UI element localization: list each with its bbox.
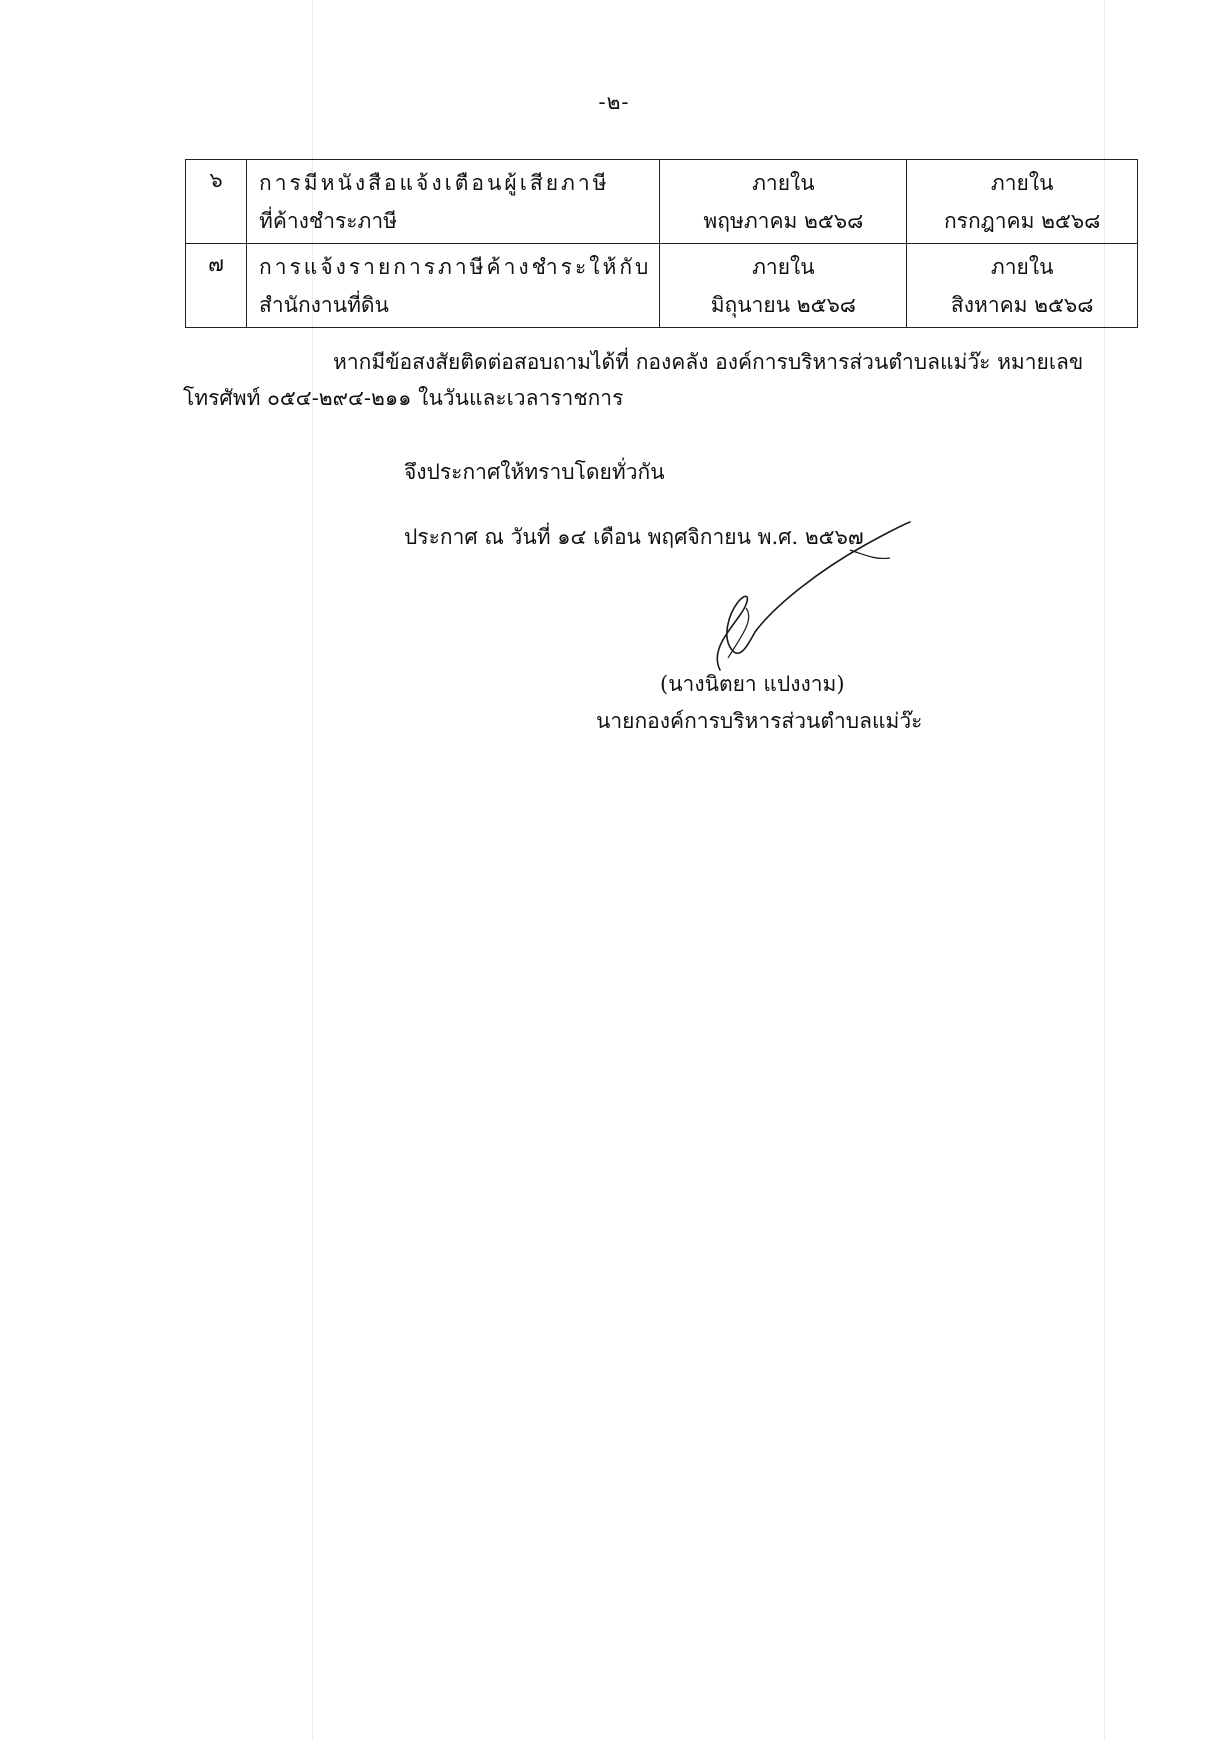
row-number: ๗ [186, 244, 247, 328]
row-period-end [907, 244, 1138, 328]
tax-schedule-table [185, 159, 1138, 328]
row-description-line1: การมีหนังสือแจ้งเตือนผู้เสียภาษี [259, 171, 610, 195]
contact-line2: โทรศัพท์ ๐๕๔-๒๙๔-๒๑๑ ในวันและเวลาราชการ [183, 386, 624, 410]
row-description-line1: การแจ้งรายการภาษีค้างชำระให้กับ [259, 255, 652, 279]
period-end-label: ภายใน [990, 255, 1054, 279]
row-period-end [907, 160, 1138, 244]
period-start-date: พฤษภาคม ๒๕๖๘ [703, 209, 864, 233]
period-start-label: ภายใน [752, 171, 815, 195]
row-period-start [660, 244, 907, 328]
period-end-label: ภายใน [990, 171, 1054, 195]
period-start-label: ภายใน [752, 255, 815, 279]
period-end-date: สิงหาคม ๒๕๖๘ [950, 293, 1094, 317]
contact-line1: หากมีข้อสงสัยติดต่อสอบถามได้ที่ กองคลัง องค์การบริหารส่วนตำบลแม่ว๊ะ หมายเลข [333, 350, 1084, 374]
row-period-start [660, 160, 907, 244]
page-number: -๒- [598, 90, 630, 114]
row-description [247, 160, 660, 244]
signature-mark [700, 520, 930, 690]
period-end-date: กรกฎาคม ๒๕๖๘ [943, 209, 1101, 233]
table-row [186, 160, 1138, 244]
row-description-line2: ที่ค้างชำระภาษี [259, 209, 398, 233]
row-number: ๖ [186, 160, 247, 244]
period-start-date: มิถุนายน ๒๕๖๘ [710, 293, 857, 317]
announcement-date: ประกาศ ณ วันที่ ๑๔ เดือน พฤศจิกายน พ.ศ. ๒๕๖๗ [404, 525, 864, 549]
row-description [247, 244, 660, 328]
table-row [186, 244, 1138, 328]
announcement-text: จึงประกาศให้ทราบโดยทั่วกัน [404, 460, 665, 484]
signer-name: (นางนิตยา แปงงาม) [660, 672, 845, 696]
row-description-line2: สำนักงานที่ดิน [259, 293, 389, 317]
signer-position: นายกองค์การบริหารส่วนตำบลแม่ว๊ะ [596, 709, 923, 733]
